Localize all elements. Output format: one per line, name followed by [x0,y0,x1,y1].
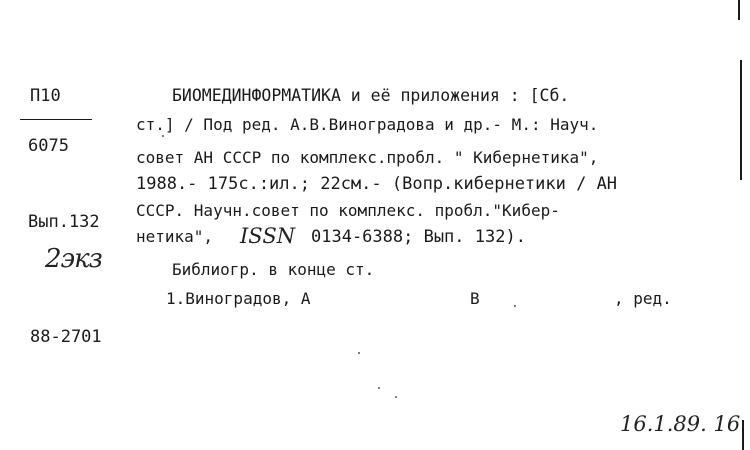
card-number: 88-2701 [30,327,102,347]
right-edge-mark-bottom [742,420,744,450]
issn-handwritten: ISSN [240,224,296,248]
tracing-initial: В [470,289,480,308]
right-edge-mark-middle [740,60,742,180]
speck [514,305,516,307]
tracing-author: 1.Виноградов, А [166,289,311,308]
speck [358,352,360,354]
entry-line-4: 1988.- 175с.:ил.; 22см.- (Вопр.кибернетики / АН [136,174,618,194]
class-number: П10 [30,86,61,106]
entry-line-5: СССР. Научн.совет по комплекс. пробл."Кибер- [136,201,560,220]
handwritten-copies-note: 2экз [45,244,102,274]
entry-line-3: совет АН СССР по комплекс.пробл. " Кибернетика", [136,148,599,167]
speck [378,387,380,389]
volume-number: Вып.132 [28,212,100,232]
entry-line-6-end: 0134-6388; Вып. 132). [311,227,526,247]
speck [395,396,397,398]
entry-line-1: БИОМЕДИНФОРМАТИКА и её приложения : [Сб. [172,86,570,105]
right-edge-mark-top [738,0,740,20]
entry-line-2: ст.] / Под ред. А.В.Виноградова и др.- М.: Науч. [136,115,599,134]
tracing-role: , ред. [614,289,672,308]
author-mark: 6075 [28,136,69,156]
class-underline [20,119,92,120]
handwritten-date: 16.1.89. 16 [620,412,741,436]
bibliography-note: Библиогр. в конце ст. [172,260,375,279]
entry-line-6-start: нетика", [136,227,214,246]
speck [162,135,164,137]
